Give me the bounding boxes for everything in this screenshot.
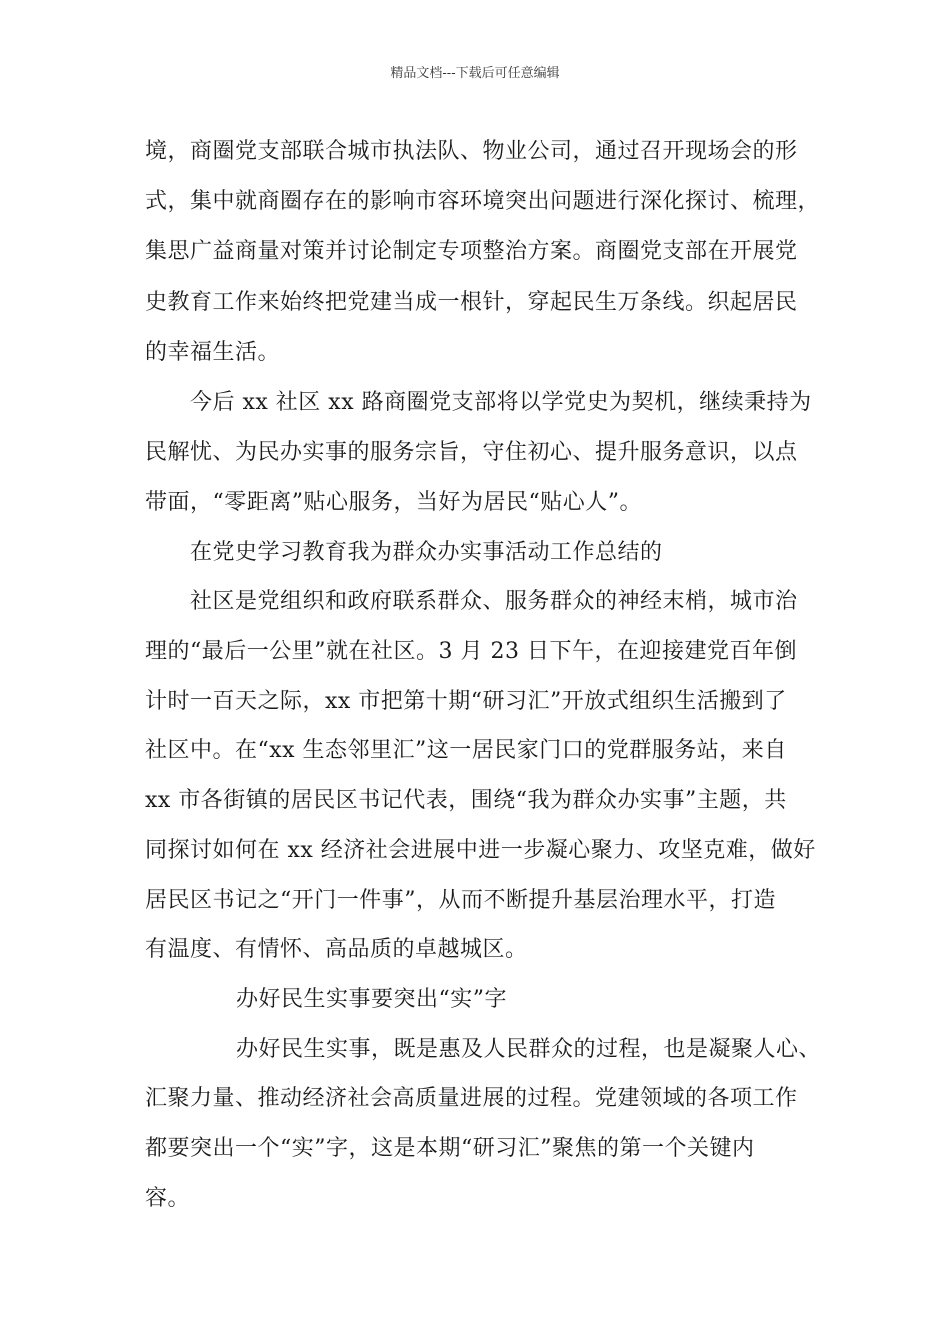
- text-line: 今后 xx 社区 xx 路商圈党支部将以学党史为契机，继续秉持为: [190, 390, 812, 415]
- text-line: 社区中。在“xx 生态邻里汇”这一居民家门口的党群服务站，来自: [145, 738, 787, 763]
- text-line: 居民区书记之“开门一件事”，从而不断提升基层治理水平，打造: [145, 888, 776, 913]
- text-line: 计时一百天之际，xx 市把第十期“研习汇”开放式组织生活搬到了: [145, 689, 787, 714]
- text-line: 的幸福生活。: [145, 340, 281, 365]
- text-line: 带面，“零距离”贴心服务，当好为居民“贴心人”。: [145, 490, 642, 515]
- text-line: 办好民生实事，既是惠及人民群众的过程，也是凝聚人心、: [236, 1037, 822, 1062]
- text-line: 汇聚力量、推动经济社会高质量进展的过程。党建领域的各项工作: [145, 1086, 798, 1111]
- text-line: 都要突出一个“实”字，这是本期“研习汇”聚焦的第一个关键内: [145, 1136, 755, 1161]
- text-line: 同探讨如何在 xx 经济社会进展中进一步凝心聚力、攻坚克难，做好: [145, 838, 816, 863]
- text-line: 容。: [145, 1186, 191, 1211]
- page-header: 精品文档---下载后可任意编辑: [390, 66, 560, 81]
- text-line: 境，商圈党支部联合城市执法队、物业公司，通过召开现场会的形: [145, 139, 798, 164]
- text-line: 式，集中就商圈存在的影响市容环境突出问题进行深化探讨、梳理，: [145, 189, 821, 214]
- text-line: 史教育工作来始终把党建当成一根针，穿起民生万条线。织起居民: [145, 290, 798, 315]
- subheading: 办好民生实事要突出“实”字: [236, 987, 507, 1012]
- section-title: 在党史学习教育我为群众办实事活动工作总结的: [190, 540, 663, 565]
- text-line: xx 市各街镇的居民区书记代表，围绕“我为群众办实事”主题，共: [145, 788, 787, 813]
- text-line: 民解忧、为民办实事的服务宗旨，守住初心、提升服务意识，以点: [145, 440, 798, 465]
- text-line: 理的“最后一公里”就在社区。3 月 23 日下午，在迎接建党百年倒: [145, 639, 797, 664]
- text-line: 社区是党组织和政府联系群众、服务群众的神经末梢，城市治: [190, 589, 798, 614]
- text-line: 集思广益商量对策并讨论制定专项整治方案。商圈党支部在开展党: [145, 239, 798, 264]
- text-line: 有温度、有情怀、高品质的卓越城区。: [145, 937, 528, 962]
